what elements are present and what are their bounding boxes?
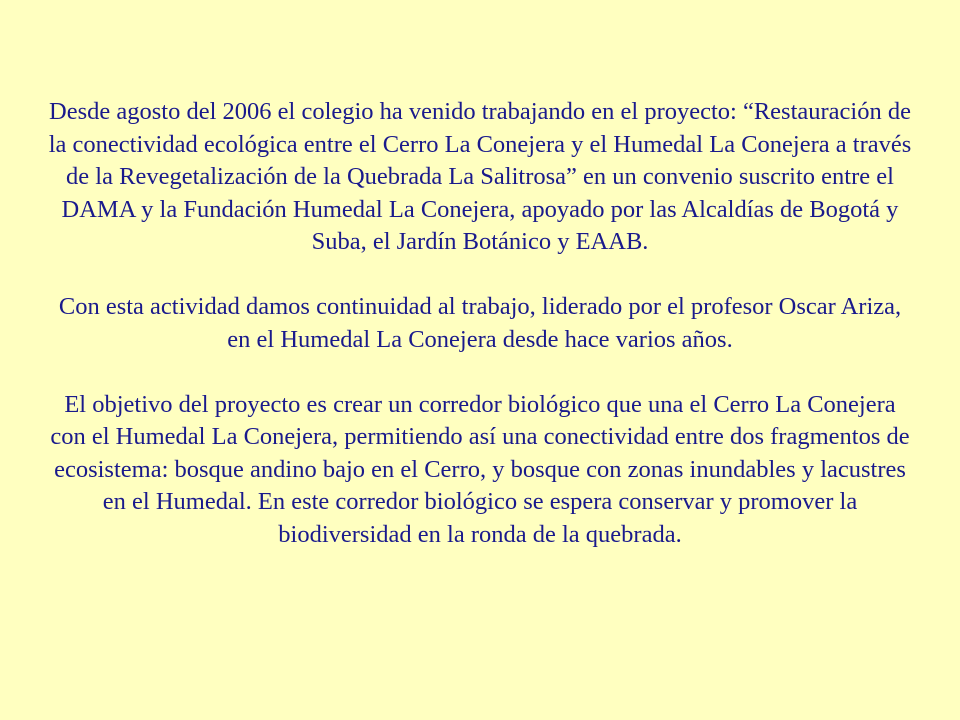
paragraph-objective: El objetivo del proyecto es crear un corredor biológico que una el Cerro La Conejera con el Humedal La Conejera, permitiendo así una conectividad entre dos fragmentos de ecosistema: bosque andino bajo en el Cerro, y bosque con zonas inundables y lacustres en el Humedal. En este corredor biológico se espera conservar y promover la biodiversidad en la ronda de la quebrada. [50, 390, 910, 548]
slide-text-body [46, 96, 914, 551]
paragraph-continuity: Con esta actividad damos continuidad al trabajo, liderado por el profesor Oscar Ariza, en el Humedal La Conejera desde hace varios años. [58, 293, 902, 353]
paragraph-project-intro: Desde agosto del 2006 el colegio ha venido trabajando en el proyecto: “Restauración de la conectividad ecológica entre el Cerro La Conejera y el Humedal La Conejera a través de la Revegetalización de la Quebrada La Salitrosa” en un convenio suscrito entre el DAMA y la Fundación Humedal La Conejera, apoyado por las Alcaldías de Bogotá y Suba, el Jardín Botánico y EAAB. [48, 98, 912, 255]
